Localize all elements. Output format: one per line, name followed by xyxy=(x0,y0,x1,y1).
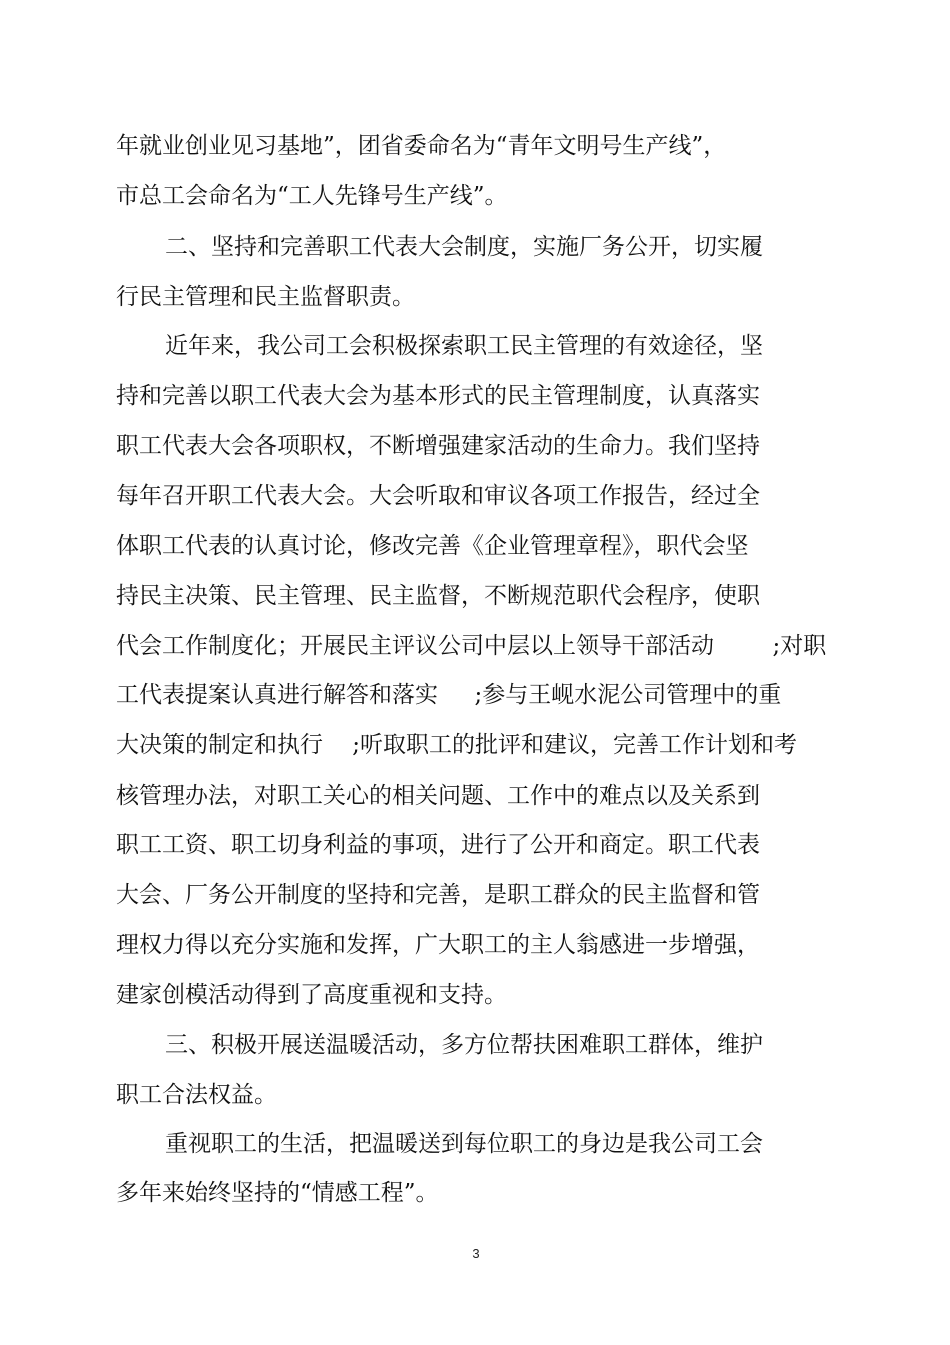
text-line: 工代表提案认真进行解答和落实 ;参与王岘水泥公司管理中的重 xyxy=(116,682,782,708)
text-line: 理权力得以充分实施和发挥，广大职工的主人翁感进一步增强， xyxy=(116,932,760,958)
text-line: 代会工作制度化；开展民主评议公司中层以上领导干部活动 ;对职 xyxy=(116,633,827,659)
text-line: 职工代表大会各项职权，不断增强建家活动的生命力。我们坚持 xyxy=(116,433,760,459)
text-line: 建家创模活动得到了高度重视和支持。 xyxy=(116,982,507,1008)
text-line: 核管理办法，对职工关心的相关问题、工作中的难点以及关系到 xyxy=(116,783,760,809)
text-line: 大会、厂务公开制度的坚持和完善，是职工群众的民主监督和管 xyxy=(116,882,760,908)
paragraph-first-line: 重视职工的生活，把温暖送到每位职工的身边是我公司工会 xyxy=(165,1131,763,1157)
text-line: 持和完善以职工代表大会为基本形式的民主管理制度，认真落实 xyxy=(116,383,760,409)
section-heading-line: 职工合法权益。 xyxy=(116,1082,277,1108)
section-heading-line: 三、积极开展送温暖活动，多方位帮扶困难职工群体，维护 xyxy=(165,1032,763,1058)
text-line: 多年来始终坚持的“情感工程”。 xyxy=(116,1180,439,1206)
text-line: 大决策的制定和执行 ;听取职工的批评和建议，完善工作计划和考 xyxy=(116,732,797,758)
text-line: 市总工会命名为“工人先锋号生产线”。 xyxy=(116,183,508,209)
text-line: 职工工资、职工切身利益的事项，进行了公开和商定。职工代表 xyxy=(116,832,760,858)
section-heading-line: 行民主管理和民主监督职责。 xyxy=(116,284,415,310)
text-line: 持民主决策、民主管理、民主监督，不断规范职代会程序，使职 xyxy=(116,583,760,609)
text-line: 年就业创业见习基地”，团省委命名为“青年文明号生产线”， xyxy=(116,133,727,159)
text-line: 体职工代表的认真讨论，修改完善《企业管理章程》，职代会坚 xyxy=(116,533,749,559)
paragraph-first-line: 近年来，我公司工会积极探索职工民主管理的有效途径，坚 xyxy=(165,333,763,359)
page-number: 3 xyxy=(472,1246,480,1261)
text-line: 每年召开职工代表大会。大会听取和审议各项工作报告，经过全 xyxy=(116,483,760,509)
section-heading-line: 二、坚持和完善职工代表大会制度，实施厂务公开，切实履 xyxy=(165,234,763,260)
